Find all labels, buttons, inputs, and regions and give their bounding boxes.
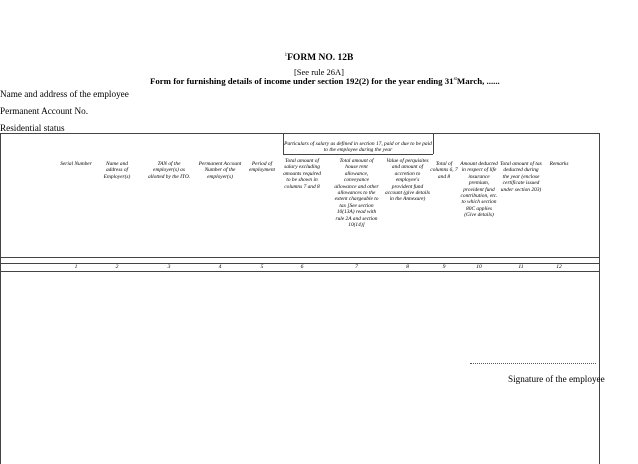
col-number-12: 12 <box>556 264 562 270</box>
table-left-border <box>0 134 1 464</box>
form-subtitle <box>150 76 620 86</box>
subtitle-main: Form for furnishing details of income under section 192(2) for the year ending 31 <box>150 76 454 86</box>
col-header-12: Remarks <box>549 161 569 167</box>
col-header-9: Total of columns 6, 7 and 8 <box>430 161 458 180</box>
form-number-text: FORM NO. 12B <box>287 53 354 64</box>
col-number-3: 3 <box>167 264 171 270</box>
col-header-1: Serial Number <box>60 161 92 167</box>
col-number-4: 4 <box>218 264 222 270</box>
col-number-9: 9 <box>442 264 446 270</box>
col-header-10: Amount deducted in respect of life insurance premium, provident fund contribution, etc. to which section 80C applies (Give details) <box>460 161 498 219</box>
col-header-6: Total amount of salary excluding amounts required to be shown in columns 7 and 8 <box>283 158 321 190</box>
signature-line <box>470 363 596 364</box>
form-footnote-marker: 1 <box>284 53 288 58</box>
col-header-7: Total amount of house rent allowance, conveyance allowance and other allowances to the extent chargeable to tax [See section 10(13A) read with rule 2A and section 10(14)] <box>334 158 379 229</box>
employee-name-address-label: Name and address of the employee <box>0 89 129 99</box>
residential-status-label: Residential status <box>0 123 65 133</box>
col-header-2: Name and address of Employer(s) <box>103 161 131 180</box>
particulars-right-border <box>433 134 434 154</box>
subtitle-superscript: st <box>453 77 457 83</box>
particulars-divider <box>283 154 433 155</box>
form-number <box>0 50 638 64</box>
col-number-5: 5 <box>260 264 264 270</box>
subtitle-end: March, ...... <box>456 76 500 86</box>
header-divider <box>0 257 600 258</box>
col-header-5: Period of employment <box>248 161 276 174</box>
col-header-11: Total amount of tax deducted during the year (enclose certificate issued under section 203) <box>500 161 542 193</box>
col-header-8: Value of perquisites and amount of accretion to employee's provident fund account (give details in the Annexure) <box>385 158 430 203</box>
col-number-7: 7 <box>355 264 358 270</box>
rule-reference: [See rule 26A] <box>293 67 345 78</box>
col-number-8: 8 <box>406 264 409 270</box>
col-number-1: 1 <box>74 264 78 270</box>
col-number-2: 2 <box>115 264 119 270</box>
signature-label: Signature of the employee <box>508 374 605 384</box>
col-number-6: 6 <box>300 264 304 270</box>
column-number-bottom <box>0 271 600 272</box>
col-header-3: TAN of the employer(s) as allotted by the ITO. <box>147 161 191 180</box>
col-number-11: 11 <box>518 264 524 270</box>
salary-details-table <box>0 133 600 464</box>
form-title-block <box>0 50 638 78</box>
col-header-4: Permanent Account Number of the employer(s) <box>198 161 242 180</box>
col-number-10: 10 <box>476 264 482 270</box>
pan-label: Permanent Account No. <box>0 106 89 116</box>
table-right-border <box>599 134 600 464</box>
particulars-note: Particulars of salary as defined in section 17, paid or due to be paid to the employee during the year <box>284 141 432 154</box>
